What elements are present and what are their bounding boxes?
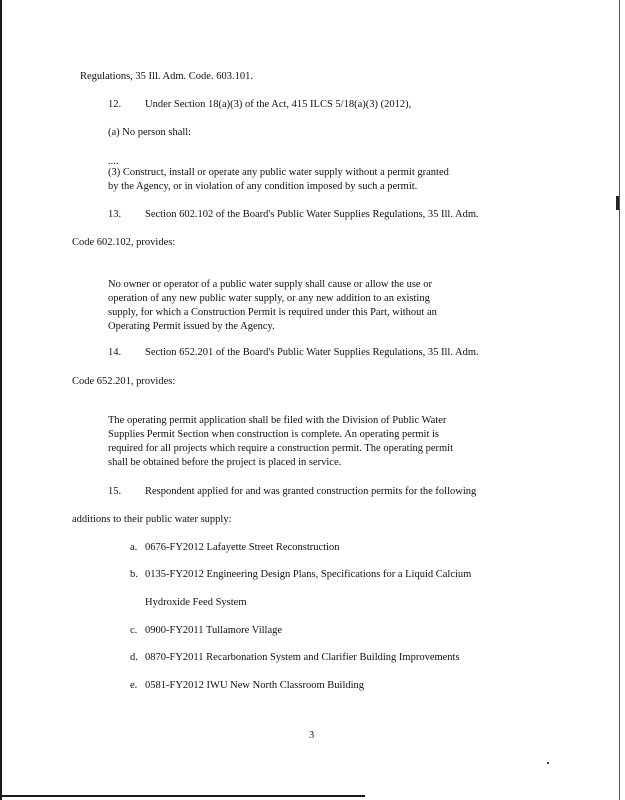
quote-ellipsis: ....: [108, 156, 119, 167]
scan-edge-bottom: [0, 795, 365, 797]
scan-edge-right: [619, 0, 620, 800]
quote-14-line: shall be obtained before the project is placed in service.: [108, 457, 342, 468]
quote-14-block: [108, 414, 453, 470]
scan-speck: [547, 762, 549, 764]
para-13-number: 13.: [108, 209, 122, 220]
para-14-number: 14.: [108, 347, 122, 358]
list-item-text: 0676-FY2012 Lafayette Street Reconstruction: [145, 542, 340, 553]
list-item-text: 0900-FY2011 Tullamore Village: [145, 625, 283, 636]
para-15-number: 15.: [108, 486, 122, 497]
para-14-continuation: Code 652.201, provides:: [72, 376, 176, 387]
para-13-continuation: Code 602.102, provides:: [72, 237, 176, 248]
quote-12-line: by the Agency, or in violation of any condition imposed by such a permit.: [108, 181, 418, 192]
quote-14-line: Supplies Permit Section when construction is complete. An operating permit is: [108, 429, 439, 440]
quote-13-line: No owner or operator of a public water supply shall cause or allow the use or: [108, 279, 432, 290]
para-15-continuation: additions to their public water supply:: [72, 514, 232, 525]
list-item-text: 0135-FY2012 Engineering Design Plans, Specifications for a Liquid Calcium: [145, 569, 472, 580]
scan-edge-left: [0, 0, 2, 800]
list-item-letter: b.: [130, 569, 138, 580]
list-item-continuation: Hydroxide Feed System: [145, 597, 247, 608]
list-item-letter: a.: [130, 542, 138, 553]
quote-14-line: required for all projects which require a construction permit. The operating permit: [108, 443, 454, 454]
quote-13-line: Operating Permit issued by the Agency.: [108, 321, 275, 332]
quote-12-line: (3) Construct, install or operate any public water supply without a permit granted: [108, 167, 449, 178]
list-item-text: 0581-FY2012 IWU New North Classroom Building: [145, 680, 365, 691]
para-12-number: 12.: [108, 99, 122, 110]
quote-12-block: [108, 166, 449, 194]
list-item-text: 0870-FY2011 Recarbonation System and Clarifier Building Improvements: [145, 652, 460, 663]
list-item-letter: e.: [130, 680, 138, 691]
list-item-letter: c.: [130, 625, 138, 636]
list-item-letter: d.: [130, 652, 138, 663]
para-12-text: Under Section 18(a)(3) of the Act, 415 ILCS 5/18(a)(3) (2012),: [145, 99, 412, 110]
para-13-text: Section 602.102 of the Board's Public Water Supplies Regulations, 35 Ill. Adm.: [145, 209, 479, 220]
quote-13-line: operation of any new public water supply, or any new addition to an existing: [108, 293, 430, 304]
page-number: 3: [309, 730, 315, 741]
scan-edge-mark: [616, 196, 619, 210]
para-14-text: Section 652.201 of the Board's Public Water Supplies Regulations, 35 Ill. Adm.: [145, 347, 479, 358]
quote-13-line: supply, for which a Construction Permit is required under this Part, without an: [108, 307, 437, 318]
para-15-text: Respondent applied for and was granted construction permits for the following: [145, 486, 477, 497]
quote-14-line: The operating permit application shall be filed with the Division of Public Water: [108, 415, 447, 426]
quote-12-intro: (a) No person shall:: [108, 127, 192, 138]
regulations-line: Regulations, 35 Ill. Adm. Code. 603.101.: [80, 71, 253, 82]
quote-13-block: [108, 278, 437, 334]
